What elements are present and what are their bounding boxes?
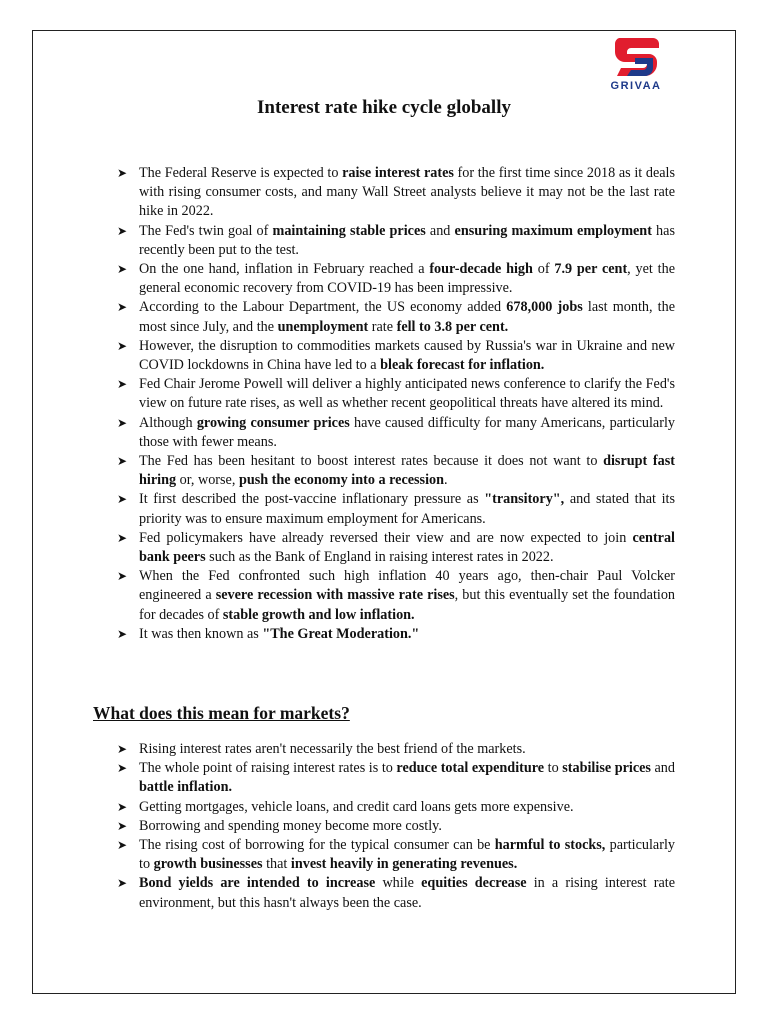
arrow-bullet-icon: ➤ bbox=[117, 569, 128, 584]
bold-text: reduce total expenditure bbox=[396, 760, 545, 777]
bullet-item bbox=[117, 414, 675, 452]
bold-text: ensuring maximum employment bbox=[454, 222, 652, 239]
bold-text: four-decade high bbox=[429, 261, 533, 278]
bullet-item bbox=[117, 490, 675, 528]
bullet-item bbox=[117, 625, 675, 644]
text-run: and stated that its priority was to ensure maximum employment for Americans. bbox=[139, 491, 675, 527]
bold-text: 678,000 jobs bbox=[506, 299, 583, 316]
arrow-bullet-icon: ➤ bbox=[117, 876, 128, 891]
bold-text: battle inflation. bbox=[139, 779, 233, 796]
text-run: and bbox=[425, 222, 455, 239]
bullet-item bbox=[117, 260, 675, 298]
bold-text: maintaining stable prices bbox=[272, 222, 426, 239]
text-run: to bbox=[544, 760, 563, 777]
bullet-item bbox=[117, 874, 675, 912]
bullet-item bbox=[117, 529, 675, 567]
logo-emblem-icon bbox=[609, 34, 663, 80]
bold-text: disrupt fast hiring bbox=[139, 453, 675, 489]
text-run: According to the Labour Department, the US economy added bbox=[139, 299, 507, 316]
section-heading-markets: What does this mean for markets? bbox=[93, 703, 350, 723]
arrow-bullet-icon: ➤ bbox=[117, 377, 128, 392]
bullet-item bbox=[117, 452, 675, 490]
text-run: , yet the general economic recovery from COVID-19 has been impressive. bbox=[139, 261, 676, 297]
text-run: Fed Chair Jerome Powell will deliver a highly anticipated news conference to clarify the Fed's view on future rate rises, as well as whether recent geopolitical threats have altered its mind. bbox=[139, 376, 675, 412]
bullet-item bbox=[117, 337, 675, 375]
text-run: . bbox=[444, 472, 448, 489]
bold-text: stable growth and low inflation. bbox=[222, 606, 415, 623]
text-run: Borrowing and spending money become more costly. bbox=[139, 817, 442, 834]
text-run: The Fed's twin goal of bbox=[139, 222, 273, 239]
text-run: Rising interest rates aren't necessarily the best friend of the markets. bbox=[139, 741, 526, 757]
text-run: has recently been put to the test. bbox=[139, 222, 675, 258]
arrow-bullet-icon: ➤ bbox=[117, 454, 128, 469]
bold-text: harmful to stocks, bbox=[494, 837, 606, 854]
bullet-item bbox=[117, 222, 675, 260]
bullet-item bbox=[117, 759, 675, 797]
arrow-bullet-icon: ➤ bbox=[117, 262, 128, 277]
text-run: of bbox=[532, 261, 555, 278]
text-run: However, the disruption to commodities markets caused by Russia's war in Ukraine and new COVID lockdowns in China have led to a bbox=[139, 337, 675, 374]
text-run: The Fed has been hesitant to boost interest rates because it does not want to bbox=[139, 453, 604, 470]
arrow-bullet-icon: ➤ bbox=[117, 492, 128, 507]
text-run: Although bbox=[139, 414, 197, 431]
grivaa-logo bbox=[596, 30, 676, 96]
bold-text: stabilise prices bbox=[562, 760, 651, 777]
bullet-item bbox=[117, 298, 675, 336]
bullet-item bbox=[117, 740, 675, 759]
text-run: Getting mortgages, vehicle loans, and credit card loans gets more expensive. bbox=[139, 798, 574, 815]
text-run: while bbox=[375, 875, 422, 892]
bold-text: Bond yields are intended to increase bbox=[139, 875, 376, 892]
text-run: rate bbox=[368, 318, 397, 335]
text-run: It was then known as bbox=[139, 625, 263, 642]
arrow-bullet-icon: ➤ bbox=[117, 530, 128, 545]
logo-wordmark: GRIVAA bbox=[610, 80, 662, 92]
bold-text: "The Great Moderation." bbox=[262, 625, 420, 642]
text-run: It first described the post-vaccine inflationary pressure as bbox=[139, 491, 485, 508]
arrow-bullet-icon: ➤ bbox=[117, 338, 128, 353]
bold-text: severe recession with massive rate rises bbox=[215, 587, 455, 604]
text-run: The Federal Reserve is expected to bbox=[139, 165, 343, 181]
text-run: for the first time since 2018 as it deals with rising consumer costs, and many Wall Street analysts believe it may not be the last rate hike in 2022. bbox=[139, 165, 676, 220]
text-run: On the one hand, inflation in February reached a bbox=[139, 261, 430, 278]
bold-text: push the economy into a recession bbox=[238, 472, 445, 489]
page-title: Interest rate hike cycle globally bbox=[257, 97, 511, 118]
arrow-bullet-icon: ➤ bbox=[117, 838, 128, 853]
arrow-bullet-icon: ➤ bbox=[117, 742, 128, 756]
text-run: or, worse, bbox=[176, 472, 239, 489]
arrow-bullet-icon: ➤ bbox=[117, 761, 128, 776]
arrow-bullet-icon: ➤ bbox=[117, 626, 128, 641]
arrow-bullet-icon: ➤ bbox=[117, 818, 128, 833]
bold-text: raise interest rates bbox=[342, 165, 454, 181]
bullet-item bbox=[117, 164, 675, 222]
bullet-item bbox=[117, 798, 675, 817]
bold-text: invest heavily in generating revenues. bbox=[290, 856, 518, 873]
bold-text: growth businesses bbox=[153, 856, 263, 873]
bold-text: central bank peers bbox=[139, 529, 675, 566]
bold-text: equities decrease bbox=[421, 875, 527, 892]
text-run: last month, the most since July, and the bbox=[139, 299, 676, 335]
text-run: Fed policymakers have already reversed their view and are now expected to join bbox=[139, 529, 633, 546]
arrow-bullet-icon: ➤ bbox=[117, 415, 128, 430]
text-run: in a rising interest rate environment, but this hasn't always been the case. bbox=[139, 875, 675, 911]
arrow-bullet-icon: ➤ bbox=[117, 799, 128, 814]
bold-text: fell to 3.8 per cent. bbox=[396, 318, 509, 335]
bold-text: "transitory", bbox=[484, 491, 565, 508]
text-run: , but this eventually set the foundation for decades of bbox=[139, 587, 676, 623]
bold-text: 7.9 per cent bbox=[554, 261, 628, 278]
bullet-list-markets bbox=[117, 740, 675, 913]
bullet-item bbox=[117, 567, 675, 625]
text-run: that bbox=[262, 856, 291, 873]
text-run: The rising cost of borrowing for the typical consumer can be bbox=[139, 837, 495, 854]
text-run: such as the Bank of England in raising interest rates in 2022. bbox=[205, 549, 554, 566]
arrow-bullet-icon: ➤ bbox=[117, 300, 128, 315]
bold-text: unemployment bbox=[277, 318, 369, 335]
text-run: and bbox=[650, 760, 675, 777]
text-run: When the Fed confronted such high inflation 40 years ago, then-chair Paul Volcker engineered a bbox=[139, 568, 675, 604]
bold-text: bleak forecast for inflation. bbox=[380, 357, 545, 374]
text-run: particularly to bbox=[139, 837, 675, 873]
text-run: The whole point of raising interest rates is to bbox=[139, 760, 397, 777]
bullet-item bbox=[117, 836, 675, 874]
text-run: have caused difficulty for many Americans, particularly those with fewer means. bbox=[139, 414, 675, 450]
bold-text: growing consumer prices bbox=[196, 414, 350, 431]
bullet-item bbox=[117, 817, 675, 836]
arrow-bullet-icon: ➤ bbox=[117, 223, 128, 238]
bullet-list-fed-outlook bbox=[117, 164, 675, 644]
bullet-item bbox=[117, 375, 675, 413]
arrow-bullet-icon: ➤ bbox=[117, 166, 128, 180]
